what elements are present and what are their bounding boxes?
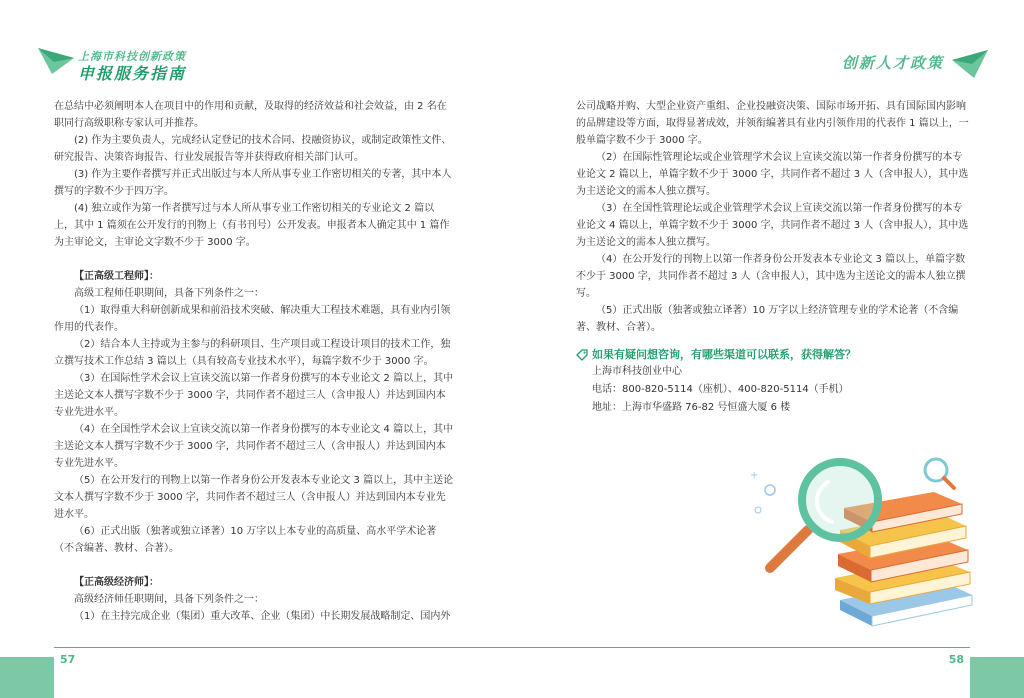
list-item: （3）在国际性学术会议上宣读交流以第一作者身份撰写的本专业论文 2 篇以上，其中主送论文本人撰写字数不少于 3000 字，共同作者不超过三人（含申报人）并达到国内本专业先进水平。 <box>54 373 454 418</box>
header-title: 申报服务指南 <box>78 64 187 83</box>
list-item: （5）在公开发行的刊物上以第一作者身份公开发表本专业论文 3 篇以上，其中主送论文本人撰写字数不少于 3000 字，共同作者不超过三人（含申报人）并达到国内本专业先进水平。 <box>54 475 454 520</box>
contact-org: 上海市科技创业中心 <box>592 366 682 377</box>
plus-icon: + <box>750 470 759 481</box>
paragraph: (3) 作为主要作者撰写并正式出版过与本人所从事专业工作密切相关的专著，其中本人撰写的字数不少于四万字。 <box>54 169 452 197</box>
paragraph: 高级工程师任职期间，具备下列条件之一： <box>74 288 264 299</box>
footer-divider <box>54 647 970 648</box>
paragraph: 高级经济师任职期间，具备下列条件之一： <box>74 594 264 605</box>
paragraph: (4) 独立或作为第一作者撰写过与本人所从事专业工作密切相关的专业论文 2 篇以上，其中 1 篇须在公开发行的刊物上（有书刊号）公开发表。申报者本人确定其中 1 篇作为主审论文，主审论文字数不少于 3000 字。 <box>54 203 450 248</box>
page-number-right: 58 <box>948 653 964 666</box>
right-column <box>576 98 972 417</box>
decor-circle-icon <box>755 507 761 513</box>
paper-plane-icon <box>952 48 988 78</box>
list-item: （4）在全国性学术会议上宣读交流以第一作者身份撰写的本专业论文 4 篇以上，其中主送论文本人撰写字数不少于 3000 字，共同作者不超过三人（含申报人）并达到国内本专业先进水平。 <box>54 424 454 469</box>
tag-icon <box>576 349 588 361</box>
list-item: （1）取得重大科研创新成果和前沿技术突破、解决重大工程技术难题，具有业内引领作用的代表作。 <box>54 305 451 333</box>
list-item: （6）正式出版（独著或独立译著）10 万字以上本专业的高质量、高水平学术论著（不含编著、教材、合著）。 <box>54 526 437 554</box>
paper-plane-icon <box>38 44 74 74</box>
small-magnifier-icon <box>925 459 954 488</box>
list-item: （2）结合本人主持或为主参与的科研项目、生产项目或工程设计项目的技术工作，独立撰写技术工作总结 3 篇以上（具有较高专业技术水平），每篇字数不少于 3000 字。 <box>54 339 451 367</box>
decor-circle-icon <box>765 485 775 495</box>
page-number-left: 57 <box>60 653 76 666</box>
list-item: （1）在主持完成企业（集团）重大改革、企业（集团）中长期发展战略制定、国内外 <box>74 611 451 622</box>
list-item: （4）在公开发行的刊物上以第一作者身份公开发表本专业论文 3 篇以上，单篇字数不少于 3000 字，共同作者不超过 3 人（含申报人），其中选为主送论文的需本人独立撰写。 <box>576 254 966 299</box>
list-item: （2）在国际性管理论坛或企业管理学术会议上宣读交流以第一作者身份撰写的本专业论文 2 篇以上，单篇字数不少于 3000 字，共同作者不超过 3 人（含申报人），其中选为主送论文的需本人独立撰写。 <box>576 152 969 197</box>
section-heading-engineer: 【正高级工程师】： <box>74 271 159 282</box>
section-heading-economist: 【正高级经济师】： <box>74 577 159 588</box>
header-left <box>38 40 238 84</box>
paragraph: 在总结中必须阐明本人在项目中的作用和贡献，及取得的经济效益和社会效益，由 2 名在职同行高级职称专家认可并推荐。 <box>54 101 447 129</box>
paragraph: (2) 作为主要负责人，完成经认定登记的技术合同、投融资协议，或制定政策性文件、研究报告、决策咨询报告、行业发展报告等并获得政府相关部门认可。 <box>54 135 452 163</box>
list-item: （3）在全国性管理论坛或企业管理学术会议上宣读交流以第一作者身份撰写的本专业论文 4 篇以上，单篇字数不少于 3000 字，共同作者不超过 3 人（含申报人），其中选为主送论文的需本人独立撰写。 <box>576 203 969 248</box>
header-right <box>838 48 988 78</box>
contact-info <box>576 363 972 417</box>
footer-block-right <box>970 657 1024 698</box>
faq-heading <box>576 346 972 363</box>
section-title: 创新人才政策 <box>841 54 944 72</box>
left-column <box>54 98 454 625</box>
footer-block-left <box>0 657 54 698</box>
contact-phone: 电话：800-820-5114（座机）、400-820-5114（手机） <box>592 384 849 395</box>
books-magnifier-illustration <box>740 450 980 630</box>
list-item: （5）正式出版（独著或独立译著）10 万字以上经济管理专业的学术论著（不含编著、教材、合著）。 <box>576 305 959 333</box>
contact-address: 地址：上海市华盛路 76-82 号恒盛大厦 6 楼 <box>592 402 791 413</box>
paragraph: 公司战略并购、大型企业资产重组、企业投融资决策、国际市场开拓、具有国际国内影响的品牌建设等方面，取得显著成效，并领衔编著具有业内引领作用的代表作 1 篇以上，一般单篇字数不少于 3000 字。 <box>576 101 969 146</box>
header-subtitle: 上海市科技创新政策 <box>78 50 186 63</box>
faq-question: 如果有疑问想咨询，有哪些渠道可以联系，获得解答？ <box>592 348 856 361</box>
